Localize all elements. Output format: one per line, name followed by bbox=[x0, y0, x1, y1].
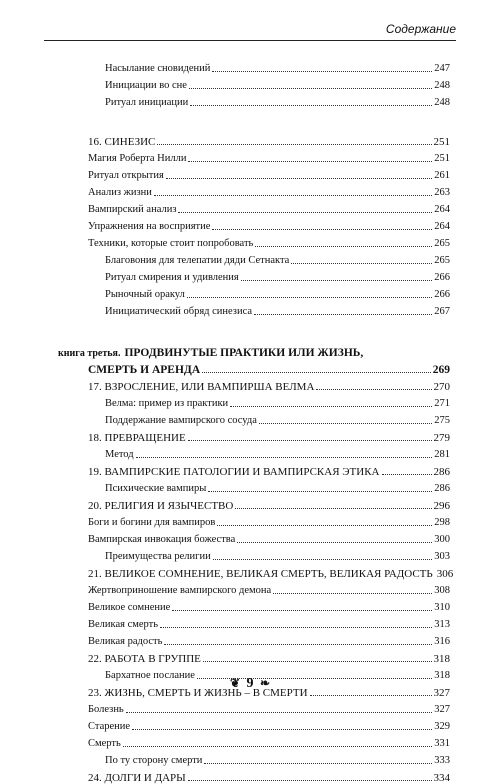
toc-entry-page: 267 bbox=[434, 306, 450, 317]
toc-entry-title: Поддержание вампирского сосуда bbox=[105, 415, 257, 426]
dot-leader bbox=[208, 490, 432, 492]
toc-entry-page: 264 bbox=[434, 221, 450, 232]
dot-leader bbox=[188, 439, 432, 441]
toc-entry-title: Вампирский анализ bbox=[88, 204, 177, 215]
toc-entry-page: 271 bbox=[434, 398, 450, 409]
toc-entry-row[interactable] bbox=[88, 199, 450, 216]
toc-entry-title: Великая смерть bbox=[88, 619, 159, 630]
toc-chapter-row[interactable] bbox=[88, 461, 450, 478]
toc-entry-page: 264 bbox=[434, 204, 450, 215]
toc-entry-row[interactable] bbox=[88, 750, 450, 767]
dot-leader bbox=[212, 228, 432, 230]
toc-entry-page: 327 bbox=[434, 704, 450, 715]
book-three-heading-line2[interactable] bbox=[88, 359, 450, 376]
toc-entry-title: 20. РЕЛИГИЯ И ЯЗЫЧЕСТВО bbox=[88, 500, 234, 512]
toc-entry-row[interactable] bbox=[88, 182, 450, 199]
dot-leader bbox=[217, 524, 432, 526]
toc-entry-title: 19. ВАМПИРСКИЕ ПАТОЛОГИИ И ВАМПИРСКАЯ ЭТИКА bbox=[88, 466, 380, 478]
toc-entry-title: 17. ВЗРОСЛЕНИЕ, ИЛИ ВАМПИРША ВЕЛМА bbox=[88, 381, 315, 393]
toc-entry-page: 306 bbox=[436, 568, 454, 580]
toc-entry-title: Благовония для телепатии дяди Сетнакта bbox=[105, 255, 290, 266]
toc-entry-page: 329 bbox=[434, 721, 450, 732]
toc-entry-title: Преимущества религии bbox=[105, 551, 211, 562]
book-three-page: 269 bbox=[432, 364, 450, 376]
dot-leader bbox=[188, 779, 432, 781]
toc-entry-title: Инициации во сне bbox=[105, 80, 187, 91]
toc-entry-page: 248 bbox=[434, 80, 450, 91]
toc-entry-page: 248 bbox=[434, 97, 450, 108]
dot-leader bbox=[154, 194, 432, 196]
toc-entry-title: Вампирская инвокация божества bbox=[88, 534, 236, 545]
toc-entry-row[interactable] bbox=[88, 529, 450, 546]
toc-entry-page: 275 bbox=[434, 415, 450, 426]
toc-entry-page: 316 bbox=[434, 636, 450, 647]
toc-entry-title: Психические вампиры bbox=[105, 483, 207, 494]
toc-entry-page: 265 bbox=[434, 255, 450, 266]
toc-entry-title: По ту сторону смерти bbox=[105, 755, 203, 766]
toc-entry-title: Жертвоприношение вампирского демона bbox=[88, 585, 272, 596]
toc-entry-title: Насылание сновидений bbox=[105, 63, 211, 74]
toc-entry-row[interactable] bbox=[88, 546, 450, 563]
dot-leader bbox=[255, 245, 432, 247]
toc-entry-title: Анализ жизни bbox=[88, 187, 152, 198]
toc-entry-page: 263 bbox=[434, 187, 450, 198]
dot-leader bbox=[203, 660, 432, 662]
toc-entry-title: Ритуал инициации bbox=[105, 97, 189, 108]
dot-leader bbox=[189, 87, 432, 89]
toc-entry-page: 318 bbox=[433, 653, 450, 665]
toc-entry-page: 296 bbox=[433, 500, 450, 512]
toc-entry-title: Смерть bbox=[88, 738, 121, 749]
toc-entry-row[interactable] bbox=[88, 699, 450, 716]
running-header bbox=[44, 22, 456, 41]
toc-entry-page: 286 bbox=[434, 483, 450, 494]
toc-entry-row[interactable] bbox=[88, 478, 450, 495]
toc-entry-page: 334 bbox=[433, 772, 450, 784]
toc-entry-row[interactable] bbox=[88, 92, 450, 109]
toc-chapter-row[interactable] bbox=[88, 767, 450, 784]
toc-entry-page: 265 bbox=[434, 238, 450, 249]
dot-leader bbox=[202, 371, 431, 373]
toc-entry-row[interactable] bbox=[88, 267, 450, 284]
toc-entry-title: Ритуал открытия bbox=[88, 170, 164, 181]
toc-entry-row[interactable] bbox=[88, 148, 450, 165]
toc-entry-row[interactable] bbox=[88, 580, 450, 597]
toc-entry-title: Болезнь bbox=[88, 704, 124, 715]
toc-entry-page: 279 bbox=[433, 432, 450, 444]
toc-entry-title: 16. СИНЕЗИС bbox=[88, 136, 156, 148]
ornament-right-icon: ❧ bbox=[260, 676, 271, 690]
toc-entry-page: 247 bbox=[434, 63, 450, 74]
dot-leader bbox=[136, 456, 433, 458]
toc-entry-row[interactable] bbox=[88, 410, 450, 427]
dot-leader bbox=[204, 762, 432, 764]
toc-entry-row[interactable] bbox=[88, 614, 450, 631]
dot-leader bbox=[254, 313, 432, 315]
dot-leader bbox=[230, 405, 432, 407]
toc-entry-page: 303 bbox=[434, 551, 450, 562]
toc-entry-row[interactable] bbox=[88, 444, 450, 461]
toc-entry-row[interactable] bbox=[88, 393, 450, 410]
toc-entry-row[interactable] bbox=[88, 233, 450, 250]
page-footer bbox=[0, 676, 500, 692]
toc-list-top bbox=[88, 58, 450, 318]
toc-entry-page: 318 bbox=[434, 670, 450, 681]
toc-entry-page: 313 bbox=[434, 619, 450, 630]
toc-entry-title: Инициатический обряд синезиса bbox=[105, 306, 253, 317]
toc-chapter-row[interactable] bbox=[88, 376, 450, 393]
dot-leader bbox=[310, 694, 432, 696]
spacer bbox=[88, 318, 450, 340]
toc-chapter-row[interactable] bbox=[88, 563, 454, 580]
spacer bbox=[88, 109, 450, 131]
toc-entry-title: Упражнения на восприятие bbox=[88, 221, 211, 232]
toc-entry-row[interactable] bbox=[88, 597, 450, 614]
toc-entry-title: Велма: пример из практики bbox=[105, 398, 229, 409]
dot-leader bbox=[235, 507, 431, 509]
book-three-prefix: книга третья. bbox=[58, 348, 121, 359]
dot-leader bbox=[212, 70, 432, 72]
toc-entry-row[interactable] bbox=[88, 284, 450, 301]
toc-entry-page: 251 bbox=[433, 136, 450, 148]
toc-chapter-row[interactable] bbox=[88, 495, 450, 512]
dot-leader bbox=[132, 728, 432, 730]
toc-entry-row[interactable] bbox=[88, 301, 450, 318]
toc-entry-page: 266 bbox=[434, 289, 450, 300]
toc-entry-row[interactable] bbox=[88, 250, 450, 267]
toc-entry-row[interactable] bbox=[88, 716, 450, 733]
toc-entry-title: Ритуал смирения и удивления bbox=[105, 272, 239, 283]
toc-entry-page: 327 bbox=[433, 687, 450, 699]
toc-entry-title: 18. ПРЕВРАЩЕНИЕ bbox=[88, 432, 186, 444]
toc-entry-page: 261 bbox=[434, 170, 450, 181]
dot-leader bbox=[273, 592, 432, 594]
toc-entry-title: Бархатное послание bbox=[105, 670, 195, 681]
toc-entry-page: 270 bbox=[433, 381, 450, 393]
dot-leader bbox=[291, 262, 432, 264]
toc-entry-title: Боги и богини для вампиров bbox=[88, 517, 216, 528]
toc-entry-row[interactable] bbox=[88, 165, 450, 182]
dot-leader bbox=[160, 626, 432, 628]
toc-entry-row[interactable] bbox=[88, 631, 450, 648]
book-three-title-line1: ПРОДВИНУТЫЕ ПРАКТИКИ ИЛИ ЖИЗНЬ, bbox=[124, 347, 364, 359]
dot-leader bbox=[157, 143, 431, 145]
dot-leader bbox=[178, 211, 432, 213]
toc-entry-title: Старение bbox=[88, 721, 131, 732]
section-title: Содержание bbox=[385, 22, 456, 36]
dot-leader bbox=[190, 104, 432, 106]
ornament-left-icon: ❦ bbox=[229, 676, 240, 690]
dot-leader bbox=[316, 388, 431, 390]
toc-entry-row[interactable] bbox=[88, 58, 450, 75]
book-three-heading[interactable] bbox=[58, 340, 450, 359]
toc-entry-row[interactable] bbox=[88, 512, 450, 529]
dot-leader bbox=[164, 643, 432, 645]
dot-leader bbox=[382, 473, 432, 475]
toc-entry-page: 308 bbox=[434, 585, 450, 596]
toc-entry-title: Великая радость bbox=[88, 636, 163, 647]
toc-entry-title: 24. ДОЛГИ И ДАРЫ bbox=[88, 772, 186, 784]
toc-entry-page: 286 bbox=[433, 466, 450, 478]
toc-chapter-row[interactable] bbox=[88, 427, 450, 444]
toc-entry-title: 23. ЖИЗНЬ, СМЕРТЬ И ЖИЗНЬ – В СМЕРТИ bbox=[88, 687, 308, 699]
toc-entry-page: 298 bbox=[434, 517, 450, 528]
toc-entry-row[interactable] bbox=[88, 216, 450, 233]
toc-entry-row[interactable] bbox=[88, 733, 450, 750]
toc-entry-page: 300 bbox=[434, 534, 450, 545]
toc-entry-page: 331 bbox=[434, 738, 450, 749]
book-three-title-line2: СМЕРТЬ И АРЕНДА bbox=[88, 364, 201, 376]
toc-chapter-row[interactable] bbox=[88, 648, 450, 665]
dot-leader bbox=[123, 745, 432, 747]
toc-entry-page: 251 bbox=[434, 153, 450, 164]
page-number: 9 bbox=[246, 676, 254, 691]
toc-entry-title: Великое сомнение bbox=[88, 602, 171, 613]
toc-entry-page: 333 bbox=[434, 755, 450, 766]
dot-leader bbox=[237, 541, 432, 543]
dot-leader bbox=[259, 422, 432, 424]
dot-leader bbox=[213, 558, 433, 560]
toc-entry-title: Рыночный оракул bbox=[105, 289, 185, 300]
toc-entry-title: 22. РАБОТА В ГРУППЕ bbox=[88, 653, 201, 665]
dot-leader bbox=[126, 711, 433, 713]
toc-entry-row[interactable] bbox=[88, 75, 450, 92]
dot-leader bbox=[241, 279, 433, 281]
toc-entry-page: 266 bbox=[434, 272, 450, 283]
toc-entry-title: Техники, которые стоит попробовать bbox=[88, 238, 254, 249]
toc-entry-title: 21. ВЕЛИКОЕ СОМНЕНИЕ, ВЕЛИКАЯ СМЕРТЬ, ВЕЛИКАЯ РАДОСТЬ bbox=[88, 568, 433, 580]
toc-chapter-row[interactable] bbox=[88, 131, 450, 148]
dot-leader bbox=[172, 609, 432, 611]
dot-leader bbox=[166, 177, 432, 179]
dot-leader bbox=[188, 160, 432, 162]
toc-entry-title: Метод bbox=[105, 449, 134, 460]
toc-entry-title: Магия Роберта Нилли bbox=[88, 153, 187, 164]
toc-entry-page: 281 bbox=[434, 449, 450, 460]
toc-entry-page: 310 bbox=[434, 602, 450, 613]
toc-list-bottom bbox=[88, 376, 454, 784]
dot-leader bbox=[187, 296, 432, 298]
